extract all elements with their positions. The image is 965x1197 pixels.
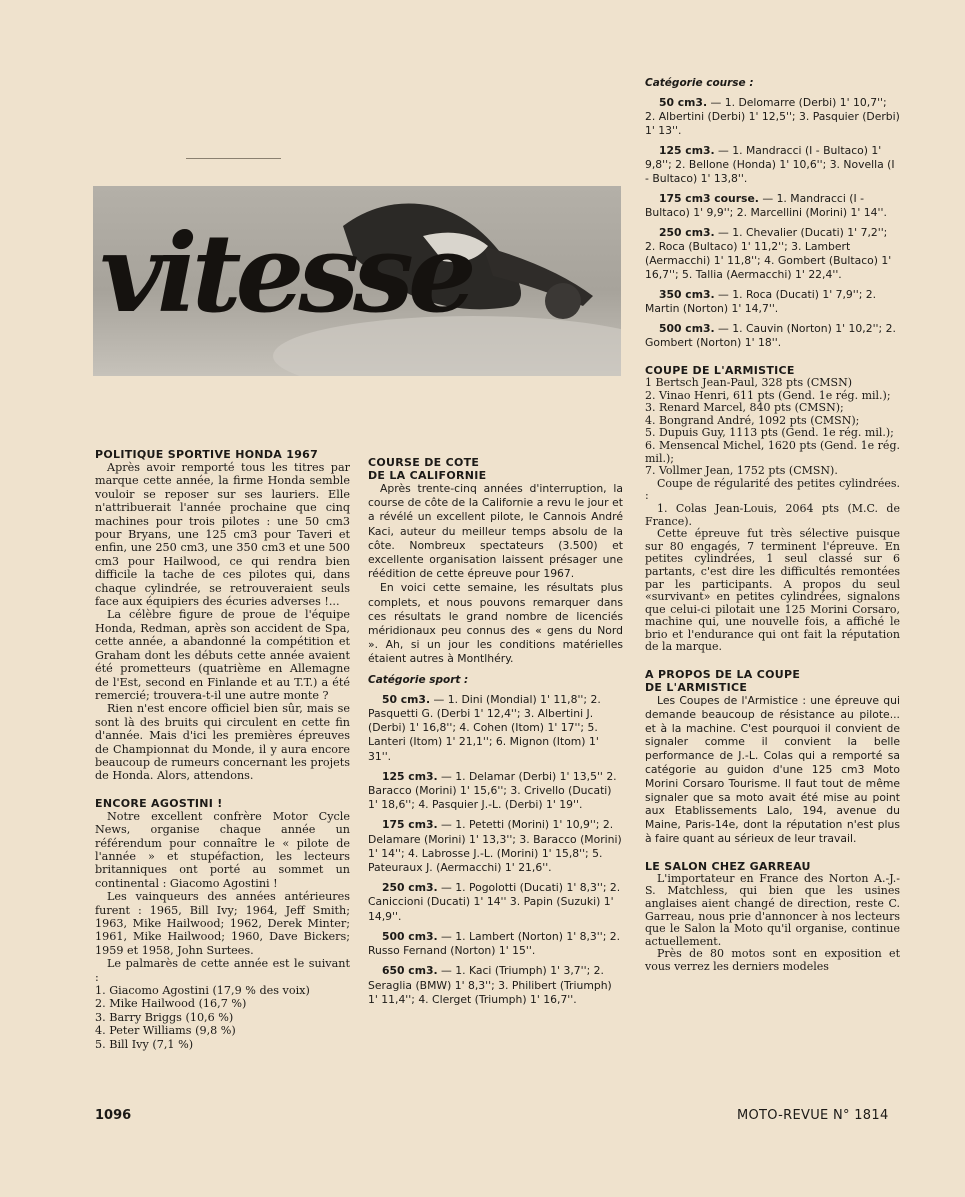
paragraph: Coupe de régularité des petites cylindrées. : bbox=[645, 476, 900, 503]
paragraph: Après trente-cinq années d'interruption, la course de côte de la Californie a revu le jour et a révélé un excellent pilote, le Cannois André Kaci, auteur du meilleur temps absolu de la côte. Nombreux spectateurs (3.500) et excellente organisation laissent présager une réédition de cette épreuve pour 1967. bbox=[368, 482, 623, 581]
result-entry: 50 cm3. — 1. Dini (Mondial) 1' 11,8''; 2. Pasquetti G. (Derbi 1' 12,4''; 3. Albertini J. (Derbi) 1' 16,8''; 4. Cohen (Itom) 1' 17''; 5. Lanteri (Itom) 1' 21,1''; 6. Mignon (Itom) 1' 31''. bbox=[368, 692, 601, 763]
list-item: 5. Bill Ivy (7,1 %) bbox=[95, 1037, 194, 1051]
column-middle bbox=[368, 456, 623, 1013]
paragraph: La célèbre figure de proue de l'équipe Honda, Redman, après son accident de Spa, cette année, a abandonné la compétition et Graham dont les débuts cette année avaient été prometteurs (quatrième en Allemagne de l'Est, second en Finlande et au T.T.) a été remercié; trouvera-t-il une autre monte ? bbox=[95, 608, 350, 702]
list-item: 1 Bertsch Jean-Paul, 328 pts (CMSN) bbox=[645, 376, 853, 389]
result-entry: 350 cm3. — 1. Roca (Ducati) 1' 7,9''; 2. Martin (Norton) 1' 14,7''. bbox=[645, 288, 877, 315]
paragraph: 1. Colas Jean-Louis, 2064 pts (M.C. de France). bbox=[645, 501, 900, 528]
heading-honda: POLITIQUE SPORTIVE HONDA 1967 bbox=[95, 448, 319, 461]
result-entry: 500 cm3. — 1. Lambert (Norton) 1' 8,3''; 2. Russo Fernand (Norton) 1' 15''. bbox=[368, 929, 621, 958]
list-item: 4. Bongrand André, 1092 pts (CMSN); bbox=[645, 413, 860, 427]
list-item: 6. Mensencal Michel, 1620 pts (Gend. 1e rég. mil.); bbox=[645, 438, 900, 465]
heading-course-de-cote: COURSE DE COTE bbox=[368, 456, 480, 469]
paragraph: L'importateur en France des Norton A.-J.-S. Matchless, qui bien que les usines anglaises aient changé de direction, reste C. Garreau, nous prie d'annoncer à nos lecteurs que le Salon la Moto qu'il organise, continue actuellement. bbox=[645, 871, 900, 948]
list-item: 5. Dupuis Guy, 1113 pts (Gend. 1e rég. mil.); bbox=[645, 426, 894, 440]
list-item: 4. Peter Williams (9,8 %) bbox=[95, 1024, 236, 1038]
list-item: 3. Renard Marcel, 840 pts (CMSN); bbox=[645, 401, 844, 415]
result-entry: 650 cm3. — 1. Kaci (Triumph) 1' 3,7''; 2. Seraglia (BMW) 1' 8,3''; 3. Philibert (Triumph) 1' 11,4''; 4. Clerget (Triumph) 1' 16,7''. bbox=[368, 964, 612, 1006]
list-item: 2. Mike Hailwood (16,7 %) bbox=[95, 997, 247, 1011]
heading-apropos: A PROPOS DE LA COUPE bbox=[645, 668, 801, 682]
paragraph: Le palmarès de cette année est le suivant : bbox=[95, 957, 350, 984]
results-list bbox=[95, 984, 350, 1051]
column-right bbox=[645, 70, 900, 974]
result-entry: 175 cm3 course. — 1. Mandracci (I - Bultaco) 1' 9,9''; 2. Marcellini (Morini) 1' 14''. bbox=[645, 192, 887, 219]
paragraph: Les Coupes de l'Armistice : une épreuve qui demande beaucoup de résistance au pilote... et à la machine. C'est pourquoi il convient de signaler comme il convient la belle performance de J.-L. Colas qui a remporté sa catégorie au guidon d'une 125 cm3 Moto Morini Corsaro Tourisme. Il faut tout de même signaler que sa moto avait été mise au point aux Etablissements Lalo, 194, avenue du Maine, Paris-14e, dont la réputation n'est plus à faire quant au sérieux de leur travail. bbox=[645, 694, 900, 846]
heading-apropos-2: DE L'ARMISTICE bbox=[645, 681, 748, 695]
result-entry: 250 cm3. — 1. Chevalier (Ducati) 1' 7,2''; 2. Roca (Bultaco) 1' 11,2''; 3. Lambert (Aermacchi) 1' 11,8''; 4. Gombert (Bultaco) 1' 16,7''; 5. Tallia (Aermacchi) 1' 22,4''. bbox=[645, 226, 892, 281]
heading-californie: DE LA CALIFORNIE bbox=[368, 469, 487, 482]
category-sport-heading: Catégorie sport : bbox=[368, 673, 469, 686]
paragraph: Cette épreuve fut très sélective puisque sur 80 engagés, 7 terminent l'épreuve. En petites cylindrées, 1 seul classé sur 6 partants, c'est dire les difficultés remontées par les participants. A propos du seul «survivant» en petites cylindrées, signalons que celui-ci pilotait une 125 Morini Corsaro, machine qui, une nouvelle fois, a affiché le brio et l'endurance qui ont fait la réputation de la marque. bbox=[645, 527, 900, 654]
paragraph: Après avoir remporté tous les titres par marque cette année, la firme Honda semble vouloir se reposer sur ses lauriers. Elle n'attribuerait l'année prochaine que cinq machines pour trois pilotes : une 50 cm3 pour Bryans, une 125 cm3 pour Taveri et enfin, une 250 cm3, une 350 cm3 et une 500 cm3 pour Hailwood, ce qui rendra bien difficile la tache de ces pilotes qui, dans chaque cylindrée, se retrouveraient seuls face aux équipiers des écuries adverses !... bbox=[95, 461, 350, 609]
divider bbox=[186, 158, 281, 159]
paragraph: Près de 80 motos sont en exposition et vous verrez les derniers modeles bbox=[645, 947, 900, 973]
heading-agostini: ENCORE AGOSTINI ! bbox=[95, 796, 223, 810]
paragraph: Les vainqueurs des années antérieures furent : 1965, Bill Ivy; 1964, Jeff Smith; 1963, Mike Hailwood; 1962, Derek Minter; 1961, Mike Hailwood; 1960, Dave Bickers; 1959 et 1958, John Surtees. bbox=[95, 890, 350, 957]
section-logo: vitesse bbox=[100, 211, 471, 337]
result-entry: 125 cm3. — 1. Delamar (Derbi) 1' 13,5'' 2. Baracco (Morini) 1' 15,6''; 3. Crivello (Ducati) 1' 18,6''; 4. Pasquier J.-L. (Derbi) 1' 19''. bbox=[368, 769, 617, 812]
result-entry: 500 cm3. — 1. Cauvin (Norton) 1' 10,2''; 2. Gombert (Norton) 1' 18''. bbox=[645, 322, 896, 349]
magazine-issue: MOTO-REVUE N° 1814 bbox=[737, 1108, 889, 1123]
list-item: 1. Giacomo Agostini (17,9 % des voix) bbox=[95, 984, 310, 998]
heading-armistice: COUPE DE L'ARMISTICE bbox=[645, 364, 795, 377]
paragraph: Rien n'est encore officiel bien sûr, mais se sont là des bruits qui circulent en cette fin d'année. Mais d'ici les premières épreuves de Championnat du Monde, il y aura encore beaucoup de rumeurs concernant les projets de Honda. Alors, attendons. bbox=[95, 702, 350, 783]
list-item: 2. Vinao Henri, 611 pts (Gend. 1e rég. mil.); bbox=[645, 388, 891, 402]
heading-salon: LE SALON CHEZ GARREAU bbox=[645, 859, 811, 873]
result-entry: 125 cm3. — 1. Mandracci (I - Bultaco) 1' 9,8''; 2. Bellone (Honda) 1' 10,6''; 3. Novella (I - Bultaco) 1' 13,8''. bbox=[645, 144, 895, 185]
result-entry: 250 cm3. — 1. Pogolotti (Ducati) 1' 8,3''; 2. Caniccioni (Ducati) 1' 14'' 3. Papin (Suzuki) 1' 14,9''. bbox=[368, 881, 621, 923]
paragraph: En voici cette semaine, les résultats plus complets, et nous pouvons remarquer dans ces résultats le grand nombre de licenciés méridionaux peu connus des « gens du Nord ». Ah, si un jour les conditions matérielles étaient autres à Montlhéry. bbox=[368, 581, 623, 666]
paragraph: Notre excellent confrère Motor Cycle News, organise chaque année un référendum pour connaître le « pilote de l'année » et stupéfaction, les lecteurs britanniques ont porté au sommet un continental : Giacomo Agostini ! bbox=[95, 809, 350, 890]
armistice-results-list bbox=[645, 377, 900, 478]
category-course-heading: Catégorie course : bbox=[645, 77, 754, 89]
result-entry: 50 cm3. — 1. Delomarre (Derbi) 1' 10,7''; 2. Albertini (Derbi) 1' 12,5''; 3. Pasquier (Derbi) 1' 13''. bbox=[645, 96, 900, 137]
column-left bbox=[95, 448, 350, 1051]
list-item: 7. Vollmer Jean, 1752 pts (CMSN). bbox=[645, 464, 838, 478]
result-entry: 175 cm3. — 1. Petetti (Morini) 1' 10,9''; 2. Delamare (Morini) 1' 13,3''; 3. Baracco (Morini) 1' 14''; 4. Labrosse J.-L. (Morini) 1' 15,8''; 5. Pateuraux J. (Aermacchi) 1' 21,6''. bbox=[368, 818, 622, 875]
list-item: 3. Barry Briggs (10,6 %) bbox=[95, 1010, 234, 1024]
page-number: 1096 bbox=[95, 1108, 132, 1123]
